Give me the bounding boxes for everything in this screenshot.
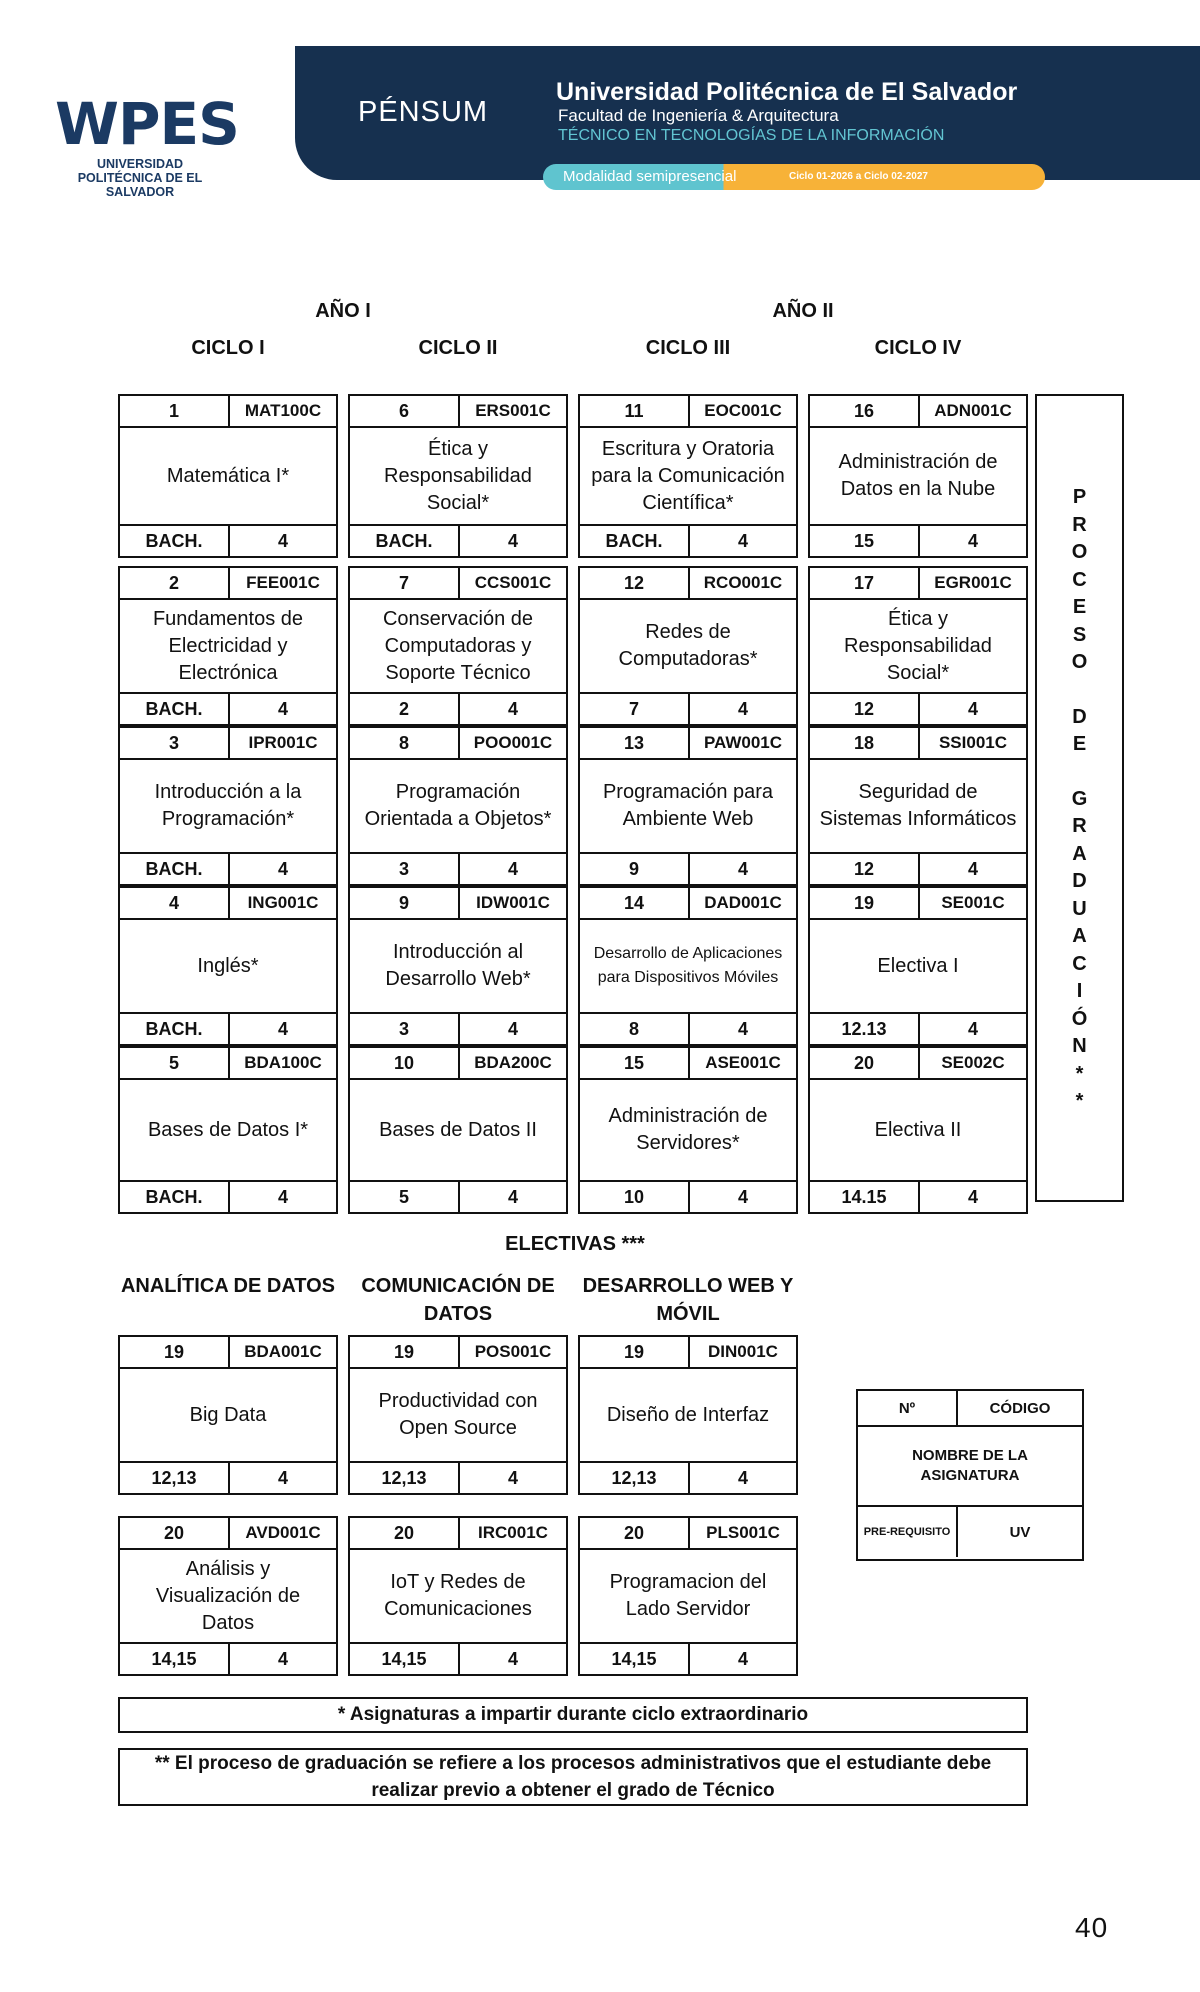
course-name: Introducción a la Programación* [154,781,302,830]
course-box [348,1516,568,1676]
course-name: Electiva II [874,1118,962,1141]
course-number: 7 [350,568,460,598]
course-number: 19 [810,888,920,918]
course-box [578,1046,798,1214]
course-prerequisite: BACH. [350,526,460,556]
cycle-header-1: CICLO I [191,337,265,359]
course-name: Desarrollo de Aplicaciones para Dispositivos Móviles [593,945,783,986]
course-prerequisite: 15 [810,526,920,556]
course-code: SE002C [941,1053,1005,1072]
course-number: 13 [580,728,690,758]
course-prerequisite: BACH. [120,854,230,884]
elective-group-title: DESARROLLO WEB Y MÓVIL [582,1275,794,1325]
course-name: Electiva I [877,954,959,977]
course-prerequisite: 12 [810,854,920,884]
course-code: POS001C [474,1342,552,1361]
course-prerequisite: BACH. [120,1182,230,1212]
course-number: 8 [350,728,460,758]
course-code: EOC001C [704,401,782,420]
course-number: 16 [810,396,920,426]
course-name: Redes de Computadoras* [618,621,758,670]
course-name: Productividad con Open Source [378,1390,538,1439]
course-number: 5 [120,1048,230,1078]
course-box [118,394,338,558]
course-uv: 4 [507,858,518,879]
course-prerequisite: 2 [350,694,460,724]
course-number: 10 [350,1048,460,1078]
pensum-title: PÉNSUM [358,96,489,128]
course-prerequisite: 3 [350,854,460,884]
legend-uv: UV [1009,1523,1031,1541]
course-number: 1 [120,396,230,426]
course-name: Ética y Responsabilidad Social* [844,607,992,684]
course-name: Introducción al Desarrollo Web* [385,941,531,990]
course-box [118,1516,338,1676]
course-code: ING001C [247,893,319,912]
modality-pill [543,164,1045,190]
course-code: SSI001C [938,733,1008,752]
course-code: ADN001C [934,401,1012,420]
course-uv: 4 [737,1018,748,1039]
course-name: Diseño de Interfaz [606,1403,770,1426]
course-box [118,1335,338,1495]
course-uv: 4 [737,858,748,879]
course-name: Análisis y Visualización de Datos [155,1557,301,1634]
course-number: 14 [580,888,690,918]
legend-prerequisite: PRE-REQUISITO [858,1507,958,1557]
course-box [348,566,568,726]
course-box [348,1046,568,1214]
course-uv: 4 [277,1018,288,1039]
course-prerequisite: BACH. [120,1014,230,1044]
course-number: 3 [120,728,230,758]
course-name: Inglés* [197,954,259,977]
course-number: 11 [580,396,690,426]
course-number: 20 [810,1048,920,1078]
course-uv: 4 [967,698,978,719]
course-box [808,1046,1028,1214]
course-prerequisite: 8 [580,1014,690,1044]
course-code: BDA100C [244,1053,322,1072]
cycle-header-3: CICLO III [645,337,731,359]
course-number: 19 [350,1337,460,1367]
course-code: PAW001C [703,733,783,752]
course-name: Bases de Datos I* [147,1118,309,1141]
course-uv: 4 [277,1648,288,1669]
course-number: 19 [120,1337,230,1367]
course-number: 15 [580,1048,690,1078]
cycle-header-2: CICLO II [418,337,498,359]
course-number: 20 [120,1518,230,1548]
course-code: IDW001C [476,893,550,912]
course-code: CCS001C [474,573,552,592]
course-prerequisite: 14,15 [120,1644,230,1674]
course-uv: 4 [967,1186,978,1207]
course-uv: 4 [967,858,978,879]
course-uv: 4 [507,698,518,719]
course-box [578,886,798,1046]
course-prerequisite: 12,13 [580,1463,690,1493]
course-uv: 4 [507,1648,518,1669]
course-name: Escritura y Oratoria para la Comunicación Científica* [591,437,785,514]
course-box [118,1046,338,1214]
course-code: ERS001C [475,401,551,420]
course-box [348,726,568,886]
course-code: IRC001C [478,1523,548,1542]
elective-group-title: ANALÍTICA DE DATOS [120,1275,336,1297]
course-number: 12 [580,568,690,598]
course-prerequisite: 14,15 [580,1644,690,1674]
course-uv: 4 [737,530,748,551]
course-number: 4 [120,888,230,918]
course-name: Administración de Datos en la Nube [838,451,998,500]
page-number: 40 [1075,1912,1109,1943]
year-header-2: AÑO II [772,300,834,322]
course-prerequisite: 14.15 [810,1182,920,1212]
note-extraordinary: * Asignaturas a impartir durante ciclo extraordinario [118,1697,1028,1733]
course-uv: 4 [277,1467,288,1488]
career-name: TÉCNICO EN TECNOLOGÍAS DE LA INFORMACIÓN [558,127,945,144]
course-box [578,394,798,558]
graduation-process-label [1037,484,1122,1143]
course-box [808,394,1028,558]
course-uv: 4 [737,1648,748,1669]
course-uv: 4 [507,1467,518,1488]
course-box [578,726,798,886]
modality-label: Modalidad semipresencial [563,168,737,185]
course-code: PLS001C [706,1523,780,1542]
course-prerequisite: 5 [350,1182,460,1212]
course-prerequisite: BACH. [120,694,230,724]
course-prerequisite: 10 [580,1182,690,1212]
course-code: SE001C [941,893,1005,912]
course-name: Seguridad de Sistemas Informáticos [819,781,1017,830]
course-prerequisite: 12,13 [350,1463,460,1493]
course-uv: 4 [277,530,288,551]
course-code: POO001C [473,733,553,752]
graduation-word: D E [1072,705,1087,755]
course-code: BDA200C [474,1053,552,1072]
course-number: 19 [580,1337,690,1367]
university-name: Universidad Politécnica de El Salvador [556,78,1018,106]
course-name: Programación Orientada a Objetos* [364,781,552,830]
course-name: Big Data [189,1403,267,1426]
course-code: RCO001C [703,573,783,592]
course-prerequisite: 12,13 [120,1463,230,1493]
course-uv: 4 [277,858,288,879]
course-box [348,1335,568,1495]
course-uv: 4 [737,1186,748,1207]
course-number: 6 [350,396,460,426]
course-code: ASE001C [705,1053,781,1072]
course-box [578,566,798,726]
note-graduation: ** El proceso de graduación se refiere a los procesos administrativos que el estudiante debe realizar previo a obtener el grado de Técnico [118,1748,1028,1806]
course-box [118,886,338,1046]
course-name: Conservación de Computadoras y Soporte Técnico [382,607,534,684]
course-code: EGR001C [934,573,1012,592]
legend-course-name: NOMBRE DE LA ASIGNATURA [858,1427,1082,1507]
course-prerequisite: 7 [580,694,690,724]
course-prerequisite: BACH. [580,526,690,556]
elective-group-title: COMUNICACIÓN DE DATOS [361,1275,555,1325]
course-box [578,1516,798,1676]
course-box [578,1335,798,1495]
course-code: BDA001C [244,1342,322,1361]
course-name: Programación para Ambiente Web [602,781,774,830]
course-number: 18 [810,728,920,758]
course-name: Fundamentos de Electricidad y Electrónica [152,607,304,684]
logo-mark: WPES [55,90,239,158]
course-code: FEE001C [246,573,320,592]
course-uv: 4 [277,698,288,719]
course-uv: 4 [507,530,518,551]
course-prerequisite: 3 [350,1014,460,1044]
course-name: IoT y Redes de Comunicaciones [384,1571,532,1620]
legend-code: CÓDIGO [989,1399,1051,1417]
course-code: AVD001C [245,1523,321,1542]
course-name: Bases de Datos II [379,1118,537,1141]
course-number: 2 [120,568,230,598]
graduation-word: G R A D U A C I Ó N * * [1071,787,1088,1112]
course-box [348,886,568,1046]
course-uv: 4 [507,1186,518,1207]
year-header-1: AÑO I [315,300,371,322]
course-name: Administración de Servidores* [608,1105,768,1154]
course-number: 9 [350,888,460,918]
course-uv: 4 [737,698,748,719]
course-prerequisite: BACH. [120,526,230,556]
course-number: 17 [810,568,920,598]
course-uv: 4 [967,1018,978,1039]
course-box [118,726,338,886]
cycle-range-label: Ciclo 01-2026 a Ciclo 02-2027 [789,171,928,182]
course-name: Matemática I* [166,464,290,487]
course-prerequisite: 9 [580,854,690,884]
course-uv: 4 [967,530,978,551]
course-box [808,886,1028,1046]
course-prerequisite: 12.13 [810,1014,920,1044]
course-number: 20 [580,1518,690,1548]
course-box [118,566,338,726]
course-code: IPR001C [248,733,318,752]
legend-number: Nº [858,1391,958,1425]
course-uv: 4 [507,1018,518,1039]
course-box [348,394,568,558]
course-box [808,726,1028,886]
course-uv: 4 [737,1467,748,1488]
course-code: DAD001C [704,893,782,912]
course-box [808,566,1028,726]
legend-box [856,1389,1084,1561]
course-name: Ética y Responsabilidad Social* [384,437,532,514]
electives-title: ELECTIVAS *** [505,1233,645,1255]
course-prerequisite: 14,15 [350,1644,460,1674]
course-number: 20 [350,1518,460,1548]
upes-logo [55,90,245,199]
cycle-header-4: CICLO IV [874,337,962,359]
course-name: Programacion del Lado Servidor [609,1571,767,1620]
logo-subtitle: UNIVERSIDAD POLITÉCNICA DE EL SALVADOR [77,157,203,199]
course-prerequisite: 12 [810,694,920,724]
course-code: DIN001C [708,1342,778,1361]
faculty-name: Facultad de Ingeniería & Arquitectura [558,106,839,125]
graduation-word: P R O C E S O [1071,486,1088,673]
course-code: MAT100C [244,401,322,420]
graduation-process-column [1035,394,1124,1202]
course-uv: 4 [277,1186,288,1207]
